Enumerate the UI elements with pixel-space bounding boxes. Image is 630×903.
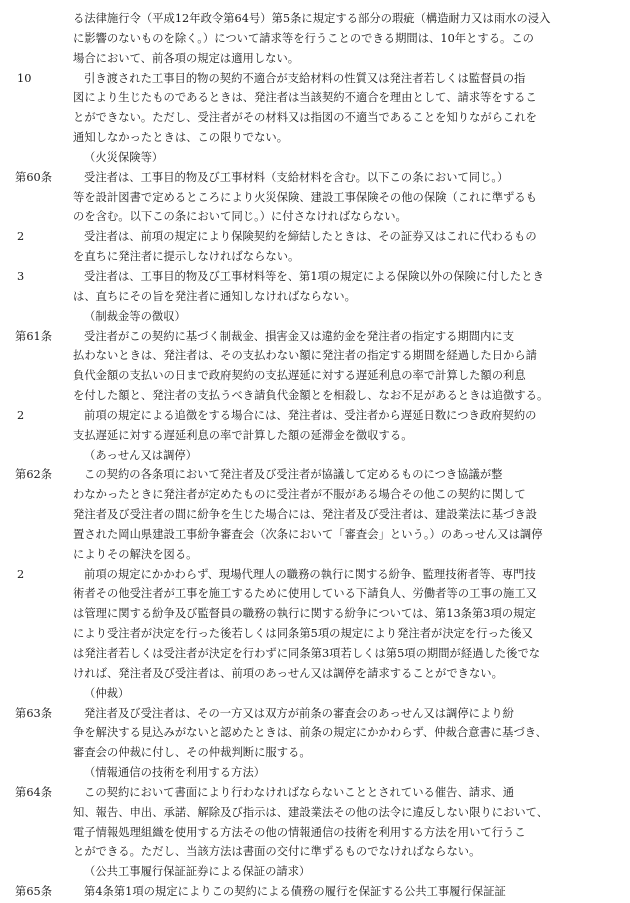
article-block <box>15 882 610 902</box>
paragraph-number: 2 <box>17 567 25 581</box>
text-line: のを含む。以下この条において同じ。）に付さなければならない。 <box>73 210 407 224</box>
section-heading: （情報通信の技術を利用する方法） <box>84 766 266 780</box>
text-line: ければ、発注者及び受注者は、前項のあっせん又は調停を請求することができない。 <box>73 666 503 680</box>
text-line: この契約において書面により行わなければならないこととされている催告、請求、通 <box>84 785 515 799</box>
text-line: 受注者は、工事目的物及び工事材料（支給材料を含む。以下この条において同じ。） <box>84 170 509 184</box>
text-line: 置された岡山県建設工事紛争審査会（次条において「審査会」という。）のあっせん又は調停 <box>73 527 543 541</box>
paragraph-number: 3 <box>17 269 25 283</box>
article-number: 第65条 <box>15 885 53 899</box>
paragraph-number: 2 <box>17 230 25 244</box>
paragraph-block <box>17 69 610 148</box>
article-number: 第63条 <box>15 706 53 720</box>
text-line: 発注者及び受注者は、その一方又は双方が前条の審査会のあっせん又は調停により紛 <box>84 706 514 720</box>
text-line: は発注者若しくは受注者が決定を行わずに同条第3項若しくは第5項の期間が経過した後でな <box>73 647 541 660</box>
article-number: 第61条 <box>15 329 53 343</box>
text-line: 受注者がこの契約に基づく制裁金、損害金又は違約金を発注者の指定する期間内に支 <box>84 329 515 343</box>
article-block <box>15 168 610 228</box>
section-heading: （制裁金等の徴収） <box>84 309 186 323</box>
text-line: を付した額と、発注者の支払うべき請負代金額とを相殺し、なお不足があるときは追徴する。 <box>73 389 549 403</box>
text-line: 知、報告、申出、承諾、解除及び指示は、建設業法その他の法令に違反しない限りにおいて、 <box>73 805 549 819</box>
text-line: によりその解決を図る。 <box>73 547 198 561</box>
text-line: 場合において、前各項の規定は適用しない。 <box>73 51 300 65</box>
text-line: 負代金額の支払いの日まで政府契約の支払遅延に対する遅延利息の率で計算した額の利息 <box>73 369 526 383</box>
paragraph-number: 2 <box>17 408 25 422</box>
text-line: とができる。ただし、当該方法は書面の交付に準ずるものでなければならない。 <box>73 845 481 859</box>
article-block <box>15 783 610 862</box>
text-line: 審査会の仲裁に付し、その仲裁判断に服する。 <box>73 746 311 760</box>
section-heading: （公共工事履行保証証券による保証の請求） <box>84 865 311 879</box>
text-line: 払わないときは、発注者は、その支払わない額に発注者の指定する期間を経過した日から請 <box>73 349 537 363</box>
paragraph-number: 10 <box>17 71 32 85</box>
text-line: 等を設計図書で定めるところにより火災保険、建設工事保険その他の保険（これに準ずるも <box>73 190 537 204</box>
continuation-block <box>73 9 610 69</box>
text-line: は管理に関する紛争及び監督員の職務の執行に関する紛争については、第13条第3項の規定 <box>73 607 536 621</box>
paragraph-block <box>17 227 610 267</box>
article-block <box>15 704 610 764</box>
text-line: わなかったときに発注者が定めたものに受注者が不服がある場合その他この契約に関して <box>73 488 526 502</box>
text-line: を直ちに発注者に提示しなければならない。 <box>73 250 300 264</box>
text-line: 前項の規定にかかわらず、現場代理人の職務の執行に関する紛争、監理技術者等、専門技 <box>84 567 536 581</box>
text-line: 支払遅延に対する遅延利息の率で計算した額の延滞金を徴収する。 <box>73 428 413 442</box>
text-line: 受注者は、前項の規定により保険契約を締結したときは、その証券又はこれに代わるもの <box>84 230 537 244</box>
paragraph-block <box>17 267 610 307</box>
text-line: により受注者が決定を行った後若しくは同条第5項の規定により発注者が決定を行った後又 <box>73 627 533 641</box>
text-line: 電子情報処理組織を使用する方法その他の情報通信の技術を利用する方法を用いて行うこ <box>73 825 526 839</box>
text-line: この契約の各条項において発注者及び受注者が協議して定めるものにつき協議が整 <box>84 468 503 482</box>
paragraph-block <box>17 406 610 446</box>
text-line: 引き渡された工事目的物の契約不適合が支給材料の性質又は発注者若しくは監督員の指 <box>84 71 526 85</box>
text-line: は、直ちにその旨を発注者に通知しなければならない。 <box>73 289 356 303</box>
article-number: 第60条 <box>15 170 53 184</box>
text-line: 術者その他受注者が工事を施工するために使用している下請負人、労働者等の工事の施工又 <box>73 587 537 601</box>
article-number: 第64条 <box>15 785 53 799</box>
text-line: 発注者及び受注者の間に紛争を生じた場合には、発注者及び受注者は、建設業法に基づき設 <box>73 508 537 522</box>
text-line: 第4条第1項の規定によりこの契約による債務の履行を保証する公共工事履行保証証 <box>84 885 506 899</box>
article-block <box>15 465 610 564</box>
section-heading: （火災保険等） <box>84 150 164 164</box>
article-number: 第62条 <box>15 468 53 482</box>
text-line: に影響のないものを除く。）について請求等を行うことのできる期間は、10年とする。この <box>73 31 534 45</box>
text-line: 前項の規定による追徴をする場合には、発注者は、受注者から遅延日数につき政府契約の <box>84 408 537 422</box>
paragraph-block <box>17 565 610 684</box>
text-line: 争を解決する見込みがないと認めたときは、前条の規定にかかわらず、仲裁合意書に基づき、 <box>73 726 547 740</box>
text-line: 通知しなかったときは、この限りでない。 <box>73 131 289 145</box>
text-line: る法律施行令（平成12年政令第64号）第5条に規定する部分の瑕疵（構造耐力又は雨水の浸入 <box>73 12 551 25</box>
section-heading: （仲裁） <box>84 686 130 700</box>
article-block <box>15 327 610 406</box>
text-line: とができない。ただし、受注者がその材料又は指図の不適当であることを知りながらこれを <box>73 111 537 125</box>
text-line: 図により生じたものであるときは、発注者は当該契約不適合を理由として、請求等をするこ <box>73 91 537 105</box>
section-heading: （あっせん又は調停） <box>84 448 198 462</box>
text-line: 受注者は、工事目的物及び工事材料等を、第1項の規定による保険以外の保険に付したとき <box>84 269 544 283</box>
